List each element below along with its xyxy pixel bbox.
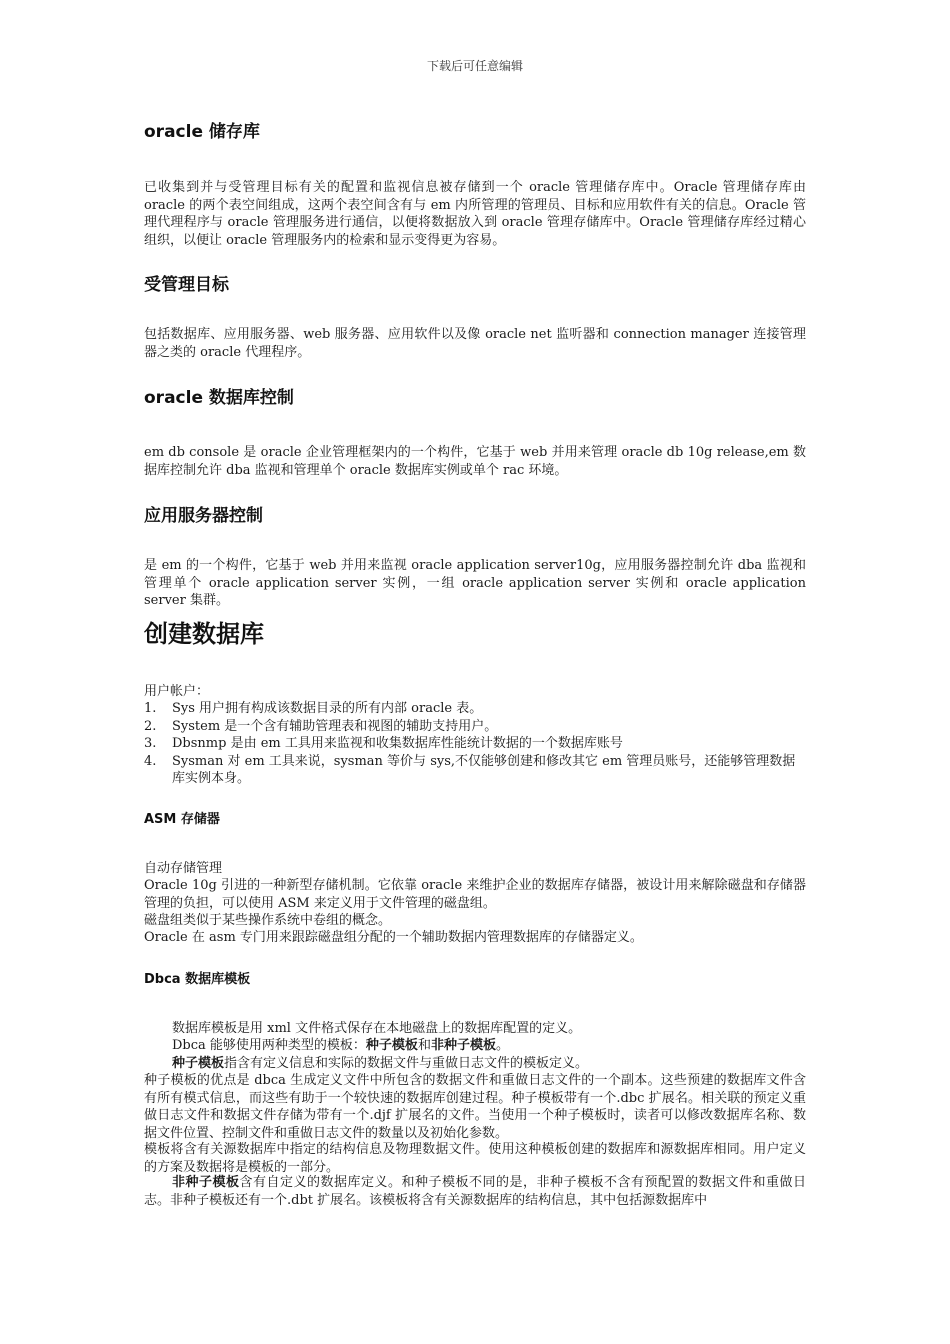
heading-db-control: oracle 数据库控制 — [144, 388, 294, 408]
heading-create-database: 创建数据库 — [144, 620, 264, 648]
asm-line-3: 磁盘组类似于某些操作系统中卷组的概念。 — [144, 913, 392, 928]
heading-oracle-repository: oracle 储存库 — [144, 122, 260, 142]
list-item: 2. System 是一个含有辅助管理表和视图的辅助支持用户。 — [144, 718, 498, 734]
dbca-paragraph-nonseed: 非种子模板含有自定义的数据库定义。和种子模板不同的是，非种子模板不含有预配置的数据文件和重做日志。非种子模板还有一个.dbt 扩展名。该模板将含有关源数据库的结构信息，其中包括源数据库中 — [144, 1175, 806, 1208]
dbca-line-2: Dbca 能够使用两种类型的模板：种子模板和非种子模板。 — [172, 1038, 509, 1053]
list-item: 1. Sys 用户拥有构成该数据目录的所有内部 oracle 表。 — [144, 701, 483, 716]
list-item: 3. Dbsnmp 是由 em 工具用来监视和收集数据库性能统计数据的一个数据库账号 — [144, 736, 623, 751]
dbca-line-1: 数据库模板是用 xml 文件格式保存在本地磁盘上的数据库配置的定义。 — [172, 1021, 582, 1036]
heading-dbca-templates: Dbca 数据库模板 — [144, 972, 251, 987]
paragraph-managed-targets: 包括数据库、应用服务器、web 服务器、应用软件以及像 oracle net 监听器和 connection manager 连接管理器之类的 oracle 代理程序。 — [144, 327, 806, 360]
user-accounts-intro: 用户帐户： — [144, 684, 210, 699]
heading-app-server-control: 应用服务器控制 — [144, 506, 263, 526]
asm-line-2: Oracle 10g 引进的一种新型存储机制。它依靠 oracle 来维护企业的数据库存储器，被设计用来解除磁盘和存储器管理的负担，可以使用 ASM 来定义用于文件管理的磁盘组。 — [144, 878, 806, 911]
heading-managed-targets: 受管理目标 — [144, 275, 229, 295]
paragraph-db-control: em db console 是 oracle 企业管理框架内的一个构件，它基于 web 并用来管理 oracle db 10g release,em 数据库控制允许 dba 监视和管理单个 oracle 数据库实例或单个 rac 环境。 — [144, 445, 806, 478]
page-header: 下载后可任意编辑 — [426, 59, 523, 73]
paragraph-oracle-repository: 已收集到并与受管理目标有关的配置和监视信息被存储到一个 oracle 管理储存库中。Oracle 管理储存库由 oracle 的两个表空间组成，这两个表空间含有与 em 内所管理的管理员、目标和应用软件有关的信息。Oracle 管理代理程序与 oracle 管理服务进行通信，以便将数据放入到 oracle 管理存储库中。Oracle 管理储存库经过精心组织，以便让 oracle 管理服务内的检索和显示变得更为容易。 — [144, 180, 806, 248]
dbca-line-3: 种子模板指含有定义信息和实际的数据文件与重做日志文件的模板定义。 — [172, 1056, 589, 1071]
user-account-list — [144, 700, 806, 788]
heading-asm-storage: ASM 存储器 — [144, 812, 220, 827]
asm-line-4: Oracle 在 asm 专门用来跟踪磁盘组分配的一个辅助数据内管理数据库的存储器定义。 — [144, 930, 643, 945]
paragraph-app-server-control: 是 em 的一个构件，它基于 web 并用来监视 oracle application server10g，应用服务器控制允许 dba 监视和管理单个 oracle application server 实例，一组 oracle application server 实例和 oracle application server 集群。 — [144, 558, 806, 608]
dbca-paragraph-template: 模板将含有关源数据库中指定的结构信息及物理数据文件。使用这种模板创建的数据库和源数据库相同。用户定义的方案及数据将是模板的一部分。 — [144, 1142, 806, 1175]
dbca-paragraph-seed: 种子模板的优点是 dbca 生成定义文件中所包含的数据文件和重做日志文件的一个副本。这些预建的数据库文件含有所有模式信息，而这些有助于一个较快速的数据库创建过程。种子模板带有一个.dbc 扩展名。相关联的预定义重做日志文件和数据文件存储为带有一个.djf 扩展名的文件。当使用一个种子模板时，读者可以修改数据库名称、数据文件位置、控制文件和重做日志文件的数量以及初始化参数。 — [144, 1073, 806, 1141]
asm-line-1: 自动存储管理 — [144, 861, 223, 876]
list-item: 4. Sysman 对 em 工具来说，sysman 等价与 sys,不仅能够创建和修改其它 em 管理员账号，还能够管理数据库实例本身。 — [144, 753, 796, 786]
